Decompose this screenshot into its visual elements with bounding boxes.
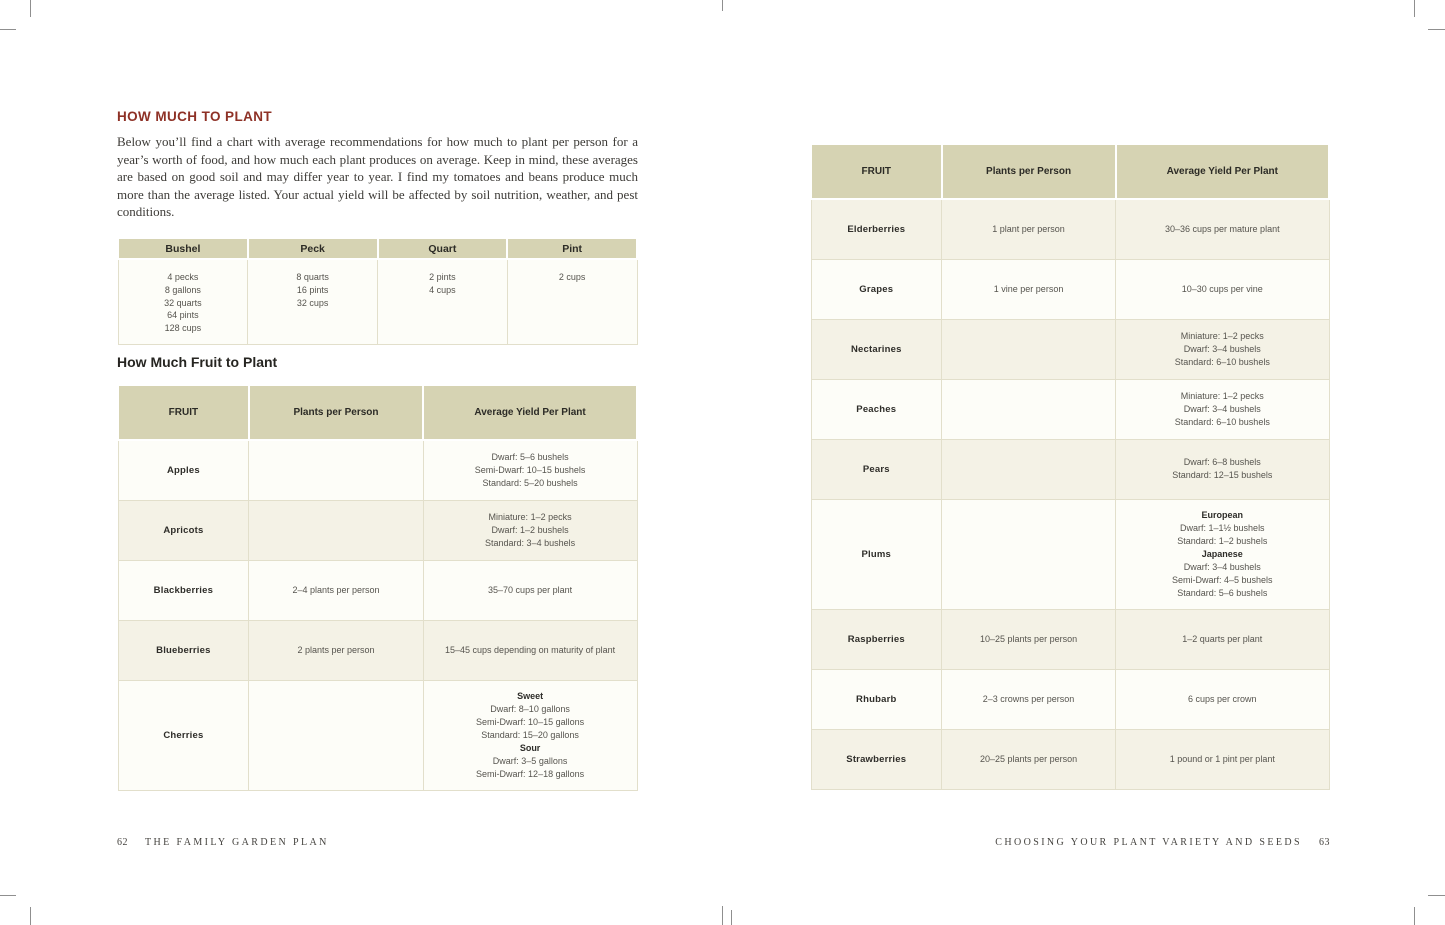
fruit-table-left (117, 384, 638, 791)
yield-cell (423, 620, 637, 680)
plants-per-person-cell (942, 499, 1116, 609)
plants-per-person-cell (942, 379, 1116, 439)
yield-line: Dwarf: 1–2 bushels (491, 524, 569, 535)
yield-cell (1116, 439, 1329, 499)
fruit-name-cell: Peaches (811, 379, 942, 439)
crop-mark (1428, 29, 1445, 30)
yield-line: 30–36 cups per mature plant (1165, 223, 1280, 234)
column-header: Plants per Person (249, 385, 423, 440)
yield-line: 35–70 cups per plant (488, 584, 573, 595)
table-row (811, 259, 1329, 319)
fruit-table-heading: How Much Fruit to Plant (117, 354, 278, 370)
plants-per-person-cell: 10–25 plants per person (942, 609, 1116, 669)
yield-line: Sour (519, 742, 541, 753)
measures-table (117, 237, 638, 345)
plants-per-person-cell (942, 319, 1116, 379)
yield-line: Standard: 5–20 bushels (482, 477, 578, 488)
left-page-footer (117, 837, 329, 848)
measure-line: 32 quarts (164, 297, 202, 308)
yield-cell (1116, 669, 1329, 729)
crop-mark (30, 0, 31, 17)
table-row (118, 440, 637, 500)
plants-per-person-cell: 1 vine per person (942, 259, 1116, 319)
plants-per-person-cell: 2 plants per person (249, 620, 423, 680)
yield-cell (1116, 729, 1329, 789)
measure-line: 8 quarts (296, 272, 329, 282)
measure-line: 32 cups (296, 297, 329, 308)
left-page-number: 62 (117, 837, 128, 848)
column-header: Peck (248, 238, 378, 259)
fruit-table-right (810, 143, 1330, 790)
table-row (811, 609, 1329, 669)
yield-line: Sweet (517, 690, 544, 701)
plants-per-person-cell (249, 500, 423, 560)
plants-per-person-cell: 2–3 crowns per person (942, 669, 1116, 729)
fruit-table-grid (810, 143, 1330, 790)
yield-line: Dwarf: 8–10 gallons (490, 703, 570, 714)
fruit-name-cell: Pears (811, 439, 942, 499)
yield-cell (423, 440, 637, 500)
table-row (118, 620, 637, 680)
table-row (811, 499, 1329, 609)
yield-line: Dwarf: 6–8 bushels (1183, 457, 1261, 467)
yield-line: Semi-Dwarf: 10–15 gallons (476, 716, 585, 727)
fruit-name-cell: Raspberries (811, 609, 942, 669)
measures-table-grid (117, 237, 638, 345)
fruit-name-cell: Blueberries (118, 620, 249, 680)
table-row (811, 199, 1329, 259)
yield-line: Standard: 3–4 bushels (485, 537, 576, 548)
yield-line: Japanese (1201, 548, 1243, 559)
yield-line: Dwarf: 5–6 bushels (491, 451, 569, 462)
left-running-title: THE FAMILY GARDEN PLAN (145, 837, 329, 848)
measures-header-row (118, 238, 637, 259)
yield-line: Semi-Dwarf: 4–5 bushels (1172, 574, 1273, 585)
yield-line: Standard: 6–10 bushels (1174, 356, 1270, 367)
yield-line: Miniature: 1–2 pecks (1180, 330, 1264, 341)
table-row (118, 560, 637, 620)
yield-line: Dwarf: 1–1½ bushels (1180, 522, 1265, 533)
fruit-name-cell: Blackberries (118, 560, 249, 620)
fruit-name-cell: Elderberries (811, 199, 942, 259)
right-page-footer (995, 837, 1330, 848)
crop-mark (722, 906, 723, 925)
crop-mark (1428, 895, 1445, 896)
crop-mark (0, 29, 16, 30)
measure-line: 64 pints (167, 310, 199, 321)
yield-line: Miniature: 1–2 pecks (488, 511, 572, 522)
column-header: Average Yield Per Plant (1116, 144, 1329, 199)
measure-line: 2 cups (558, 272, 586, 282)
measures-cell (507, 259, 637, 344)
measures-cell (248, 259, 378, 344)
fruit-header-row (811, 144, 1329, 199)
yield-line: Semi-Dwarf: 10–15 bushels (474, 464, 586, 475)
fruit-name-cell: Cherries (118, 680, 249, 790)
yield-line: Dwarf: 3–4 bushels (1183, 561, 1261, 572)
column-header: FRUIT (118, 385, 249, 440)
yield-line: 15–45 cups depending on maturity of plant (445, 644, 616, 655)
yield-cell (1116, 199, 1329, 259)
fruit-name-cell: Apricots (118, 500, 249, 560)
crop-mark (722, 0, 723, 11)
yield-line: 1–2 quarts per plant (1182, 633, 1263, 644)
fruit-name-cell: Strawberries (811, 729, 942, 789)
plants-per-person-cell: 20–25 plants per person (942, 729, 1116, 789)
plants-per-person-cell (249, 440, 423, 500)
crop-mark (731, 910, 732, 925)
yield-line: 6 cups per crown (1188, 693, 1257, 704)
right-running-title: CHOOSING YOUR PLANT VARIETY AND SEEDS (995, 837, 1302, 848)
measures-body-row (118, 259, 637, 344)
measure-line: 128 cups (164, 323, 202, 334)
yield-line: Standard: 1–2 bushels (1177, 535, 1268, 546)
table-row (811, 379, 1329, 439)
yield-cell (423, 560, 637, 620)
fruit-name-cell: Grapes (811, 259, 942, 319)
right-page-number: 63 (1319, 837, 1330, 848)
crop-mark (0, 895, 16, 896)
yield-cell (423, 680, 637, 790)
measure-line: 16 pints (296, 284, 329, 295)
measure-line: 4 pecks (167, 272, 199, 282)
column-header: Pint (507, 238, 637, 259)
yield-line: Dwarf: 3–4 bushels (1183, 343, 1261, 354)
fruit-name-cell: Nectarines (811, 319, 942, 379)
yield-line: Standard: 6–10 bushels (1174, 416, 1270, 427)
plants-per-person-cell (942, 439, 1116, 499)
section-heading: HOW MUCH TO PLANT (117, 109, 273, 124)
plants-per-person-cell: 2–4 plants per person (249, 560, 423, 620)
table-row (811, 439, 1329, 499)
measure-line: 4 cups (429, 284, 456, 295)
table-row (118, 680, 637, 790)
table-row (811, 729, 1329, 789)
column-header: Bushel (118, 238, 248, 259)
yield-cell (1116, 259, 1329, 319)
column-header: FRUIT (811, 144, 942, 199)
yield-line: Dwarf: 3–5 gallons (492, 755, 568, 766)
yield-cell (1116, 379, 1329, 439)
yield-cell (423, 500, 637, 560)
yield-cell (1116, 609, 1329, 669)
measures-cell (378, 259, 508, 344)
crop-mark (30, 907, 31, 925)
yield-cell (1116, 319, 1329, 379)
crop-mark (1414, 0, 1415, 17)
intro-paragraph: Below you’ll find a chart with average recommendations for how much to plant per person for a year’s worth of food, and how much each plant produces on average. Keep in mind, these averages are based on good soil and may differ year to year. I find my tomatoes and beans produce much more than the average listed. Your actual yield will be affected by soil nutrition, weather, and pest conditions. (117, 134, 638, 220)
yield-cell (1116, 499, 1329, 609)
yield-line: 10–30 cups per vine (1181, 283, 1263, 294)
plants-per-person-cell (249, 680, 423, 790)
yield-line: European (1201, 509, 1244, 520)
fruit-name-cell: Plums (811, 499, 942, 609)
table-row (811, 669, 1329, 729)
column-header: Quart (378, 238, 508, 259)
plants-per-person-cell: 1 plant per person (942, 199, 1116, 259)
yield-line: 1 pound or 1 pint per plant (1169, 753, 1275, 764)
fruit-name-cell: Apples (118, 440, 249, 500)
fruit-table-grid (117, 384, 638, 791)
column-header: Plants per Person (942, 144, 1116, 199)
crop-mark (1414, 907, 1415, 925)
yield-line: Miniature: 1–2 pecks (1180, 390, 1264, 401)
measure-line: 2 pints (429, 272, 456, 282)
yield-line: Standard: 12–15 bushels (1172, 470, 1273, 480)
column-header: Average Yield Per Plant (423, 385, 637, 440)
table-row (811, 319, 1329, 379)
table-row (118, 500, 637, 560)
measure-line: 8 gallons (164, 284, 201, 295)
yield-line: Semi-Dwarf: 12–18 gallons (476, 768, 585, 779)
yield-line: Standard: 15–20 gallons (481, 729, 579, 740)
fruit-header-row (118, 385, 637, 440)
yield-line: Standard: 5–6 bushels (1177, 587, 1268, 598)
fruit-name-cell: Rhubarb (811, 669, 942, 729)
measures-cell (118, 259, 248, 344)
yield-line: Dwarf: 3–4 bushels (1183, 403, 1261, 414)
